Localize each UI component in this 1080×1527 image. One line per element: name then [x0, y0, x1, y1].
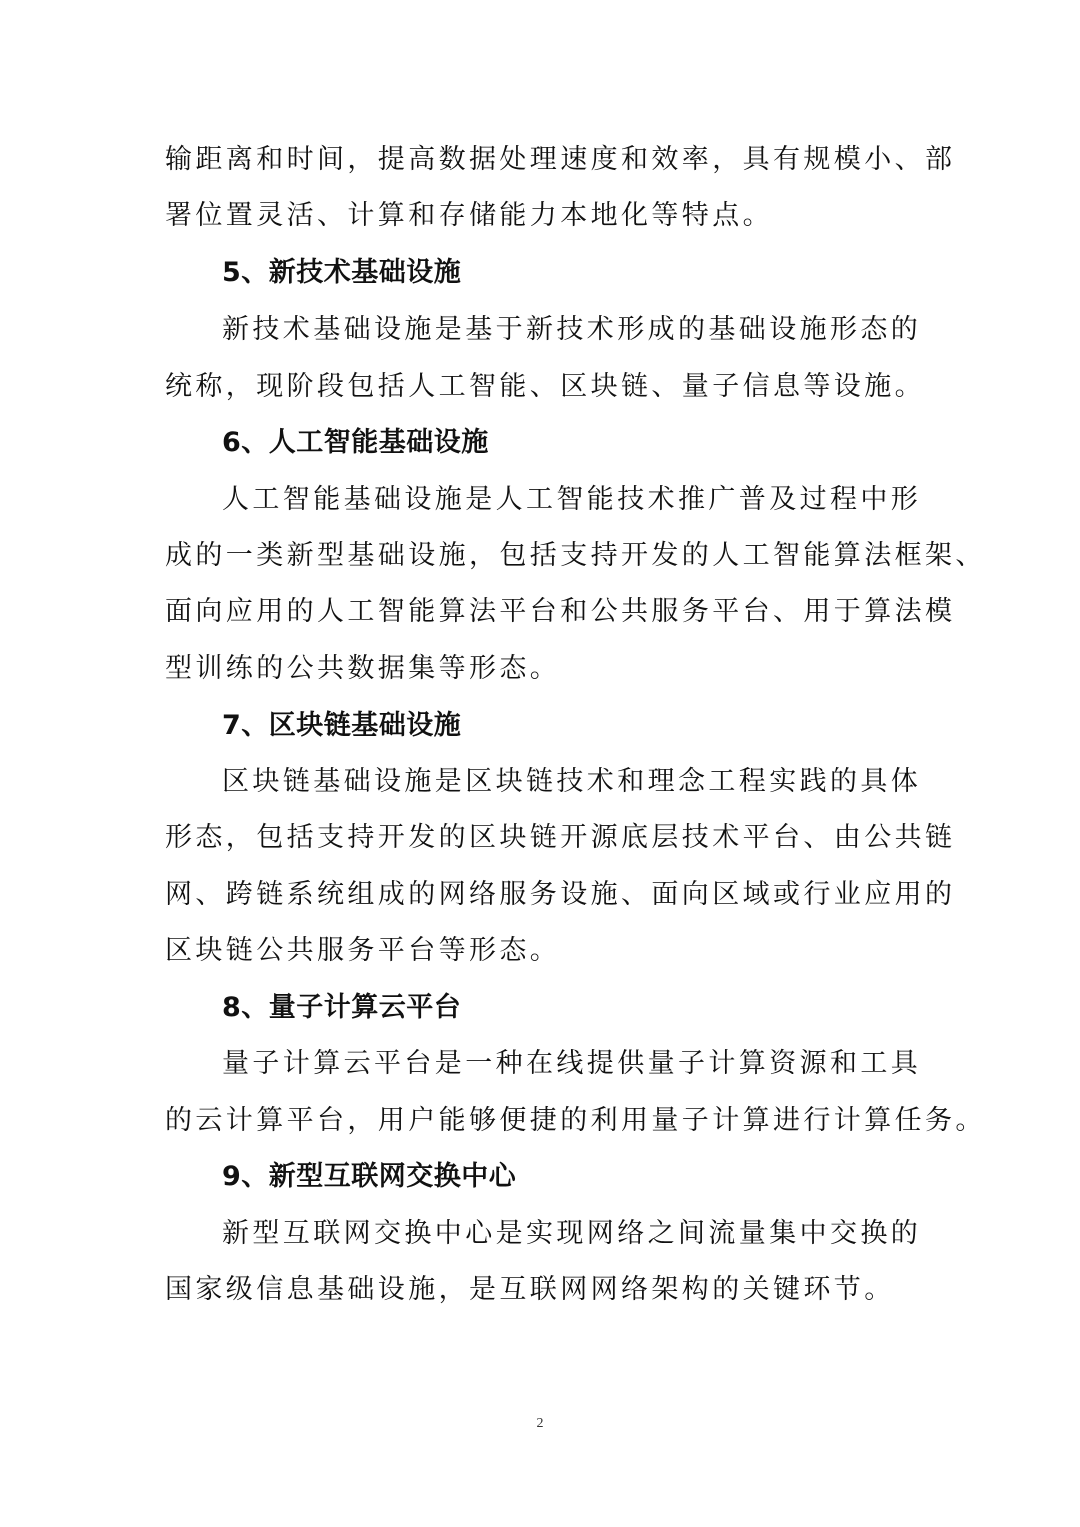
section-heading-7: 7、区块链基础设施 — [222, 710, 462, 741]
body-line: 新技术基础设施是基于新技术形成的基础设施形态的 — [222, 314, 922, 345]
body-line: 形态，包括支持开发的区块链开源底层技术平台、由公共链 — [165, 822, 956, 853]
body-line: 国家级信息基础设施，是互联网网络架构的关键环节。 — [165, 1274, 895, 1305]
section-heading-5: 5、新技术基础设施 — [222, 257, 462, 288]
body-line: 新型互联网交换中心是实现网络之间流量集中交换的 — [222, 1218, 922, 1249]
body-line: 网、跨链系统组成的网络服务设施、面向区域或行业应用的 — [165, 879, 956, 910]
body-line: 输距离和时间，提高数据处理速度和效率，具有规模小、部 — [165, 144, 956, 175]
section-heading-6: 6、人工智能基础设施 — [222, 427, 489, 458]
body-line: 量子计算云平台是一种在线提供量子计算资源和工具 — [222, 1048, 922, 1079]
page-number: 2 — [536, 1416, 544, 1431]
body-line: 面向应用的人工智能算法平台和公共服务平台、用于算法模 — [165, 596, 956, 627]
body-line: 型训练的公共数据集等形态。 — [165, 653, 561, 684]
body-line: 统称，现阶段包括人工智能、区块链、量子信息等设施。 — [165, 371, 925, 402]
body-line: 的云计算平台，用户能够便捷的利用量子计算进行计算任务。 — [165, 1105, 986, 1136]
section-heading-8: 8、量子计算云平台 — [222, 992, 462, 1023]
body-line: 区块链基础设施是区块链技术和理念工程实践的具体 — [222, 766, 922, 797]
body-line: 成的一类新型基础设施，包括支持开发的人工智能算法框架、 — [165, 540, 986, 571]
body-line: 人工智能基础设施是人工智能技术推广普及过程中形 — [222, 484, 922, 515]
body-line: 区块链公共服务平台等形态。 — [165, 935, 561, 966]
body-line: 署位置灵活、计算和存储能力本地化等特点。 — [165, 200, 773, 231]
section-heading-9: 9、新型互联网交换中心 — [222, 1161, 517, 1192]
